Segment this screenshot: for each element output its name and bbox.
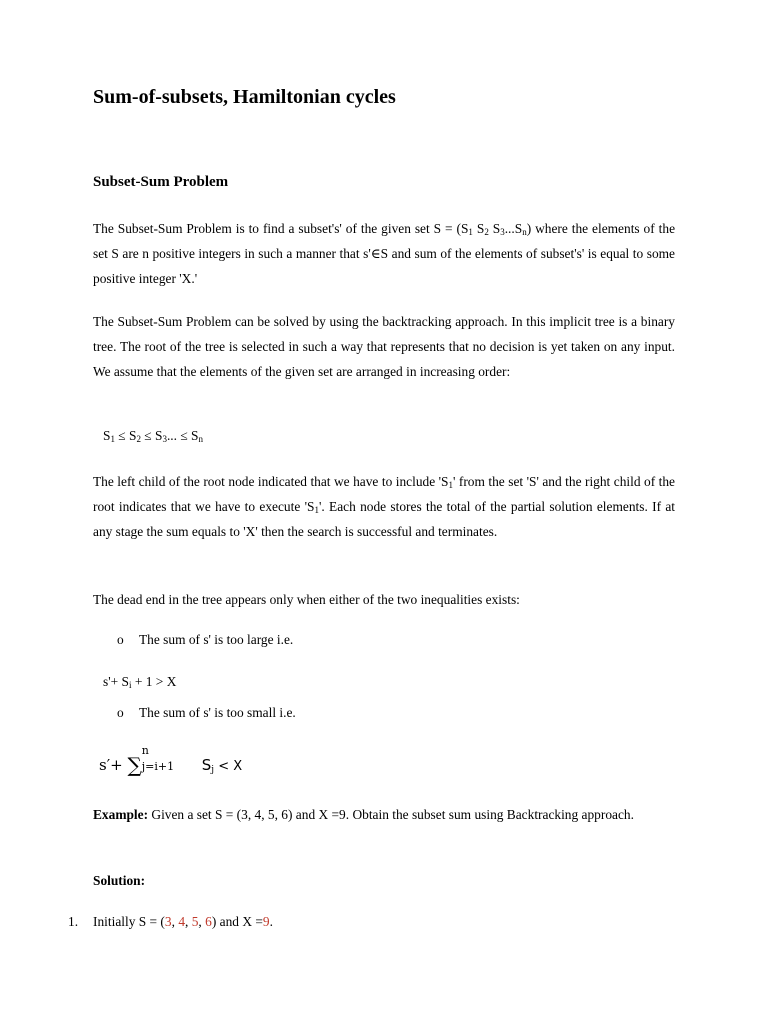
formula-relation: < X <box>214 759 243 774</box>
set-value: 6 <box>205 914 212 929</box>
separator: , <box>198 914 206 929</box>
summation-lower: j=i+1 <box>141 760 175 773</box>
target-value: 9 <box>262 914 270 929</box>
step-1 <box>68 914 273 930</box>
summation-limits <box>141 744 202 778</box>
subscript: i <box>128 680 132 690</box>
formula-prefix: s′+ <box>99 756 128 774</box>
bullet-too-small <box>117 705 296 721</box>
subscript: j <box>211 765 215 775</box>
ineq-text: ... ≤ S <box>166 428 199 443</box>
subscript: 3 <box>500 227 505 237</box>
formula-text: s'+ S <box>103 674 129 689</box>
subscript: n <box>198 434 203 444</box>
paragraph-definition <box>93 216 675 291</box>
separator: , <box>185 914 192 929</box>
bullet-marker: o <box>117 705 124 720</box>
ineq-text: ≤ S <box>114 428 137 443</box>
ineq-s: S <box>103 428 111 443</box>
subscript: n <box>522 227 527 237</box>
solution-label: Solution: <box>93 873 146 888</box>
section-heading: Subset-Sum Problem <box>93 174 229 190</box>
ineq-text: ≤ S <box>140 428 163 443</box>
bullet-too-large <box>117 632 293 648</box>
formula-too-large <box>103 674 176 690</box>
paragraph-example <box>93 802 675 827</box>
set-value: 5 <box>191 914 199 929</box>
para1-text-b: S <box>472 221 485 236</box>
subscript: 2 <box>136 434 141 444</box>
set-value: 4 <box>178 914 186 929</box>
para1-text-d: ...S <box>504 221 523 236</box>
summation-term: S <box>201 756 212 774</box>
formula-text: + 1 > X <box>131 674 177 689</box>
set-value: 3 <box>164 914 172 929</box>
paragraph-approach: The Subset-Sum Problem can be solved by using the backtracking approach. In this implicit tree is a binary tree. The root of the tree is selected in such a way that represents that no decision is yet taken on any input. We assume that the elements of the given set are arranged in increasing order: <box>93 314 675 379</box>
paragraph-tree <box>93 469 675 544</box>
subscript: 3 <box>162 434 167 444</box>
bullet-text: The sum of s' is too small i.e. <box>139 705 296 720</box>
step-text: ) and X = <box>211 914 263 929</box>
para3-text-c: '. Each node stores the total of the partial solution elements. If at any stage the sum equals to 'X' then the search is successful and terminates. <box>93 499 675 539</box>
page-title: Sum-of-subsets, Hamiltonian cycles <box>93 86 396 108</box>
bullet-text: The sum of s' is too large i.e. <box>139 632 294 647</box>
step-text: Initially S = ( <box>93 914 165 929</box>
summation-upper: n <box>141 744 149 757</box>
para1-text-a: The Subset-Sum Problem is to find a subset's' of the given set S = (S <box>93 221 469 236</box>
subscript: 1 <box>448 480 453 490</box>
example-label: Example: <box>93 807 149 822</box>
bullet-marker: o <box>117 632 124 647</box>
example-text: Given a set S = (3, 4, 5, 6) and X =9. Obtain the subset sum using Backtracking approach. <box>148 807 634 822</box>
subscript: 2 <box>484 227 489 237</box>
subscript: 1 <box>314 505 319 515</box>
para1-text-c: S <box>488 221 501 236</box>
ordering-inequality <box>103 428 203 444</box>
subscript: 1 <box>468 227 473 237</box>
formula-too-small <box>99 744 243 778</box>
subscript: 1 <box>110 434 115 444</box>
step-number: 1. <box>68 914 79 929</box>
para3-text-a: The left child of the root node indicated that we have to include 'S <box>93 474 449 489</box>
para1-text-e: ) where the elements of the set S are n positive integers in such a manner that s'∈S and sum of the elements of subset's' is equal to some positive integer 'X.' <box>93 221 676 286</box>
summation-symbol: ∑ <box>127 753 142 777</box>
paragraph-dead-end: The dead end in the tree appears only when either of the two inequalities exists: <box>93 592 520 607</box>
para3-text-b: ' from the set 'S' and the right child of the root indicates that we have to execute 'S <box>93 474 675 514</box>
separator: , <box>171 914 179 929</box>
step-text: . <box>269 914 273 929</box>
